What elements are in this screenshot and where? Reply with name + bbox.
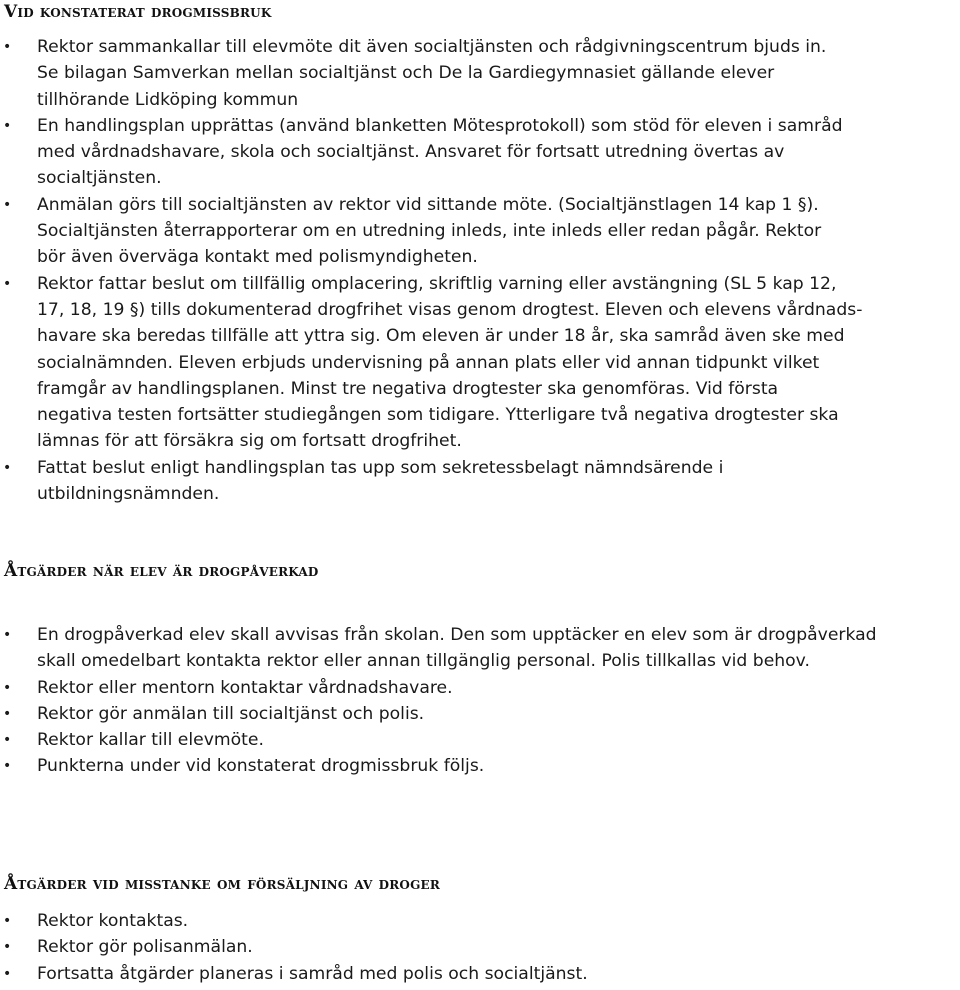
text-line: socialtjänsten. [37,168,162,189]
section-heading-elev-drogpaverkad: Åtgärder när elev är drogpåverkad [4,561,319,581]
section-heading-konstaterat-drogmissbruk: Vid konstaterat drogmissbruk [4,2,272,22]
text-line: Se bilagan Samverkan mellan socialtjänst och De la Gardiegymnasiet gällande elever [37,63,775,84]
bullet-list-konstaterat-drogmissbruk [0,34,925,507]
list-item [0,753,925,779]
text-line: • Rektor gör polisanmälan. [37,937,253,958]
list-item [0,961,925,987]
text-line: Socialtjänsten återrapporterar om en utredning inleds, inte inleds eller redan pågår. Rektor [37,221,822,242]
text-line: • Fortsatta åtgärder planeras i samråd med polis och socialtjänst. [37,963,588,984]
text-line: • Rektor eller mentorn kontaktar vårdnadshavare. [37,677,453,698]
text-line: negativa testen fortsätter studiegången som tidigare. Ytterligare två negativa drogtester ska [37,405,839,426]
text-line: havare ska beredas tillfälle att yttra sig. Om eleven är under 18 år, ska samråd även ske med [37,326,845,347]
list-item [0,934,925,960]
text-line: framgår av handlingsplanen. Minst tre negativa drogtester ska genomföras. Vid första [37,378,779,399]
list-item [0,455,925,508]
text-line: skall omedelbart kontakta rektor eller annan tillgänglig personal. Polis tillkallas vid behov. [37,651,810,672]
list-item [0,908,925,934]
text-line: lämnas för att försäkra sig om fortsatt drogfrihet. [37,431,462,452]
section-heading-misstanke-forsaljning: Åtgärder vid misstanke om försäljning av droger [4,874,441,894]
bullet-list-elev-drogpaverkad [0,622,925,780]
list-item [0,34,925,113]
text-line: 17, 18, 19 §) tills dokumenterad drogfrihet visas genom drogtest. Eleven och elevens vårdnads- [37,299,863,320]
list-item [0,271,925,455]
text-line: • Rektor fattar beslut om tillfällig omplacering, skriftlig varning eller avstängning (SL 5 kap 12, [37,273,837,294]
text-line: • Anmälan görs till socialtjänsten av rektor vid sittande möte. (Socialtjänstlagen 14 kap 1 §). [37,194,819,215]
text-line: • En drogpåverkad elev skall avvisas från skolan. Den som upptäcker en elev som är drogpåverkad [37,625,877,645]
text-line: • Rektor kontaktas. [37,911,189,931]
text-line: • En handlingsplan upprättas (använd blanketten Mötesprotokoll) som stöd för eleven i samråd [37,115,843,136]
text-line: • Rektor kallar till elevmöte. [37,730,264,751]
list-item [0,701,925,727]
text-line: tillhörande Lidköping kommun [37,89,299,110]
text-line: bör även överväga kontakt med polismyndigheten. [37,247,478,268]
text-line: socialnämnden. Eleven erbjuds undervisning på annan plats eller vid annan tidpunkt vilket [37,352,820,373]
text-line: med vårdnadshavare, skola och socialtjänst. Ansvaret för fortsatt utredning övertas av [37,142,785,163]
text-line: utbildningsnämnden. [37,484,220,505]
list-item [0,675,925,701]
list-item [0,192,925,271]
list-item [0,727,925,753]
text-line: • Fattat beslut enligt handlingsplan tas upp som sekretessbelagt nämndsärende i [37,457,724,478]
text-line: • Rektor gör anmälan till socialtjänst och polis. [37,703,425,724]
list-item [0,113,925,192]
list-item [0,622,925,675]
text-line: • Punkterna under vid konstaterat drogmissbruk följs. [37,756,485,777]
bullet-list-misstanke-forsaljning [0,908,925,987]
text-line: • Rektor sammankallar till elevmöte dit även socialtjänsten och rådgivningscentrum bjuds in. [37,37,827,57]
